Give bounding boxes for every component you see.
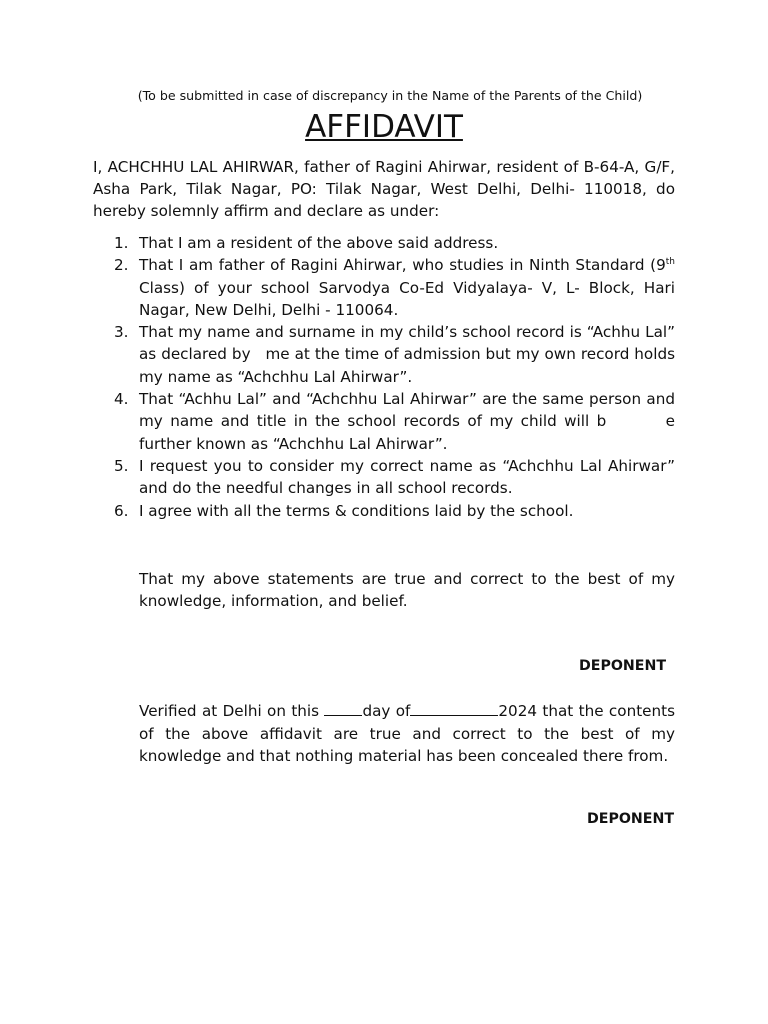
item-text: That “Achhu Lal” and “Achchhu Lal Ahirwar” are the same person and my name and title in the school records of my child will b e further known as “Achchhu Lal Ahirwar”. bbox=[139, 390, 680, 453]
ordinal-superscript: th bbox=[665, 257, 675, 268]
verification-text-part: Verified at Delhi on this bbox=[139, 702, 325, 720]
item-text: I request you to consider my correct name as “Achchhu Lal Ahirwar” and do the needful changes in all school records. bbox=[139, 456, 675, 498]
verification-text-part: 2024 that the contents of the above affidavit are true and correct to the best of my knowledge and that nothing material has been concealed there from. bbox=[139, 702, 675, 765]
deponent-label-bottom: DEPONENT bbox=[587, 811, 675, 827]
verification-text-part: day of bbox=[362, 702, 411, 720]
item-text: I agree with all the terms & conditions laid by the school. bbox=[139, 501, 574, 520]
declaration-item bbox=[114, 321, 680, 388]
item-text: That I am a resident of the above said address. bbox=[139, 234, 499, 252]
item-number: 5. bbox=[114, 456, 129, 475]
intro-paragraph: I, ACHCHHU LAL AHIRWAR, father of Ragini Ahirwar, resident of B-64-A, G/F, Asha Park, Tilak Nagar, PO: Tilak Nagar, West Delhi, Delhi- 110018, do hereby solemnly affirm and declare as under: bbox=[93, 158, 675, 220]
declaration-item bbox=[114, 232, 675, 254]
item-number: 1. bbox=[114, 234, 129, 252]
declaration-item bbox=[114, 388, 680, 455]
declaration-item bbox=[114, 254, 675, 321]
declaration-item bbox=[114, 455, 675, 500]
item-text-part: Class) of your school Sarvodya Co-Ed Vidyalaya- V, L- Block, Hari Nagar, New Delhi, Delhi - 110064. bbox=[139, 278, 675, 319]
document-title: AFFIDAVIT bbox=[305, 109, 463, 145]
item-text-part: That I am father of Ragini Ahirwar, who studies in Ninth Standard (9 bbox=[139, 256, 666, 275]
item-text: That my name and surname in my child’s school record is “Achhu Lal” as declared by me at the time of admission but my own record holds my name as “Achchhu Lal Ahirwar”. bbox=[139, 323, 680, 386]
item-number: 6. bbox=[114, 501, 129, 520]
item-number: 4. bbox=[114, 390, 129, 409]
verification-paragraph bbox=[139, 700, 675, 768]
deponent-label-top: DEPONENT bbox=[579, 658, 667, 674]
declaration-list bbox=[114, 232, 680, 522]
item-number: 3. bbox=[114, 323, 129, 342]
day-blank-line bbox=[324, 703, 362, 716]
item-number: 2. bbox=[114, 256, 129, 275]
declaration-item bbox=[114, 500, 675, 522]
submission-note: (To be submitted in case of discrepancy in the Name of the Parents of the Child) bbox=[137, 88, 643, 103]
month-blank-line bbox=[410, 703, 498, 716]
truth-statement: That my above statements are true and correct to the best of my knowledge, information, and belief. bbox=[139, 570, 675, 610]
